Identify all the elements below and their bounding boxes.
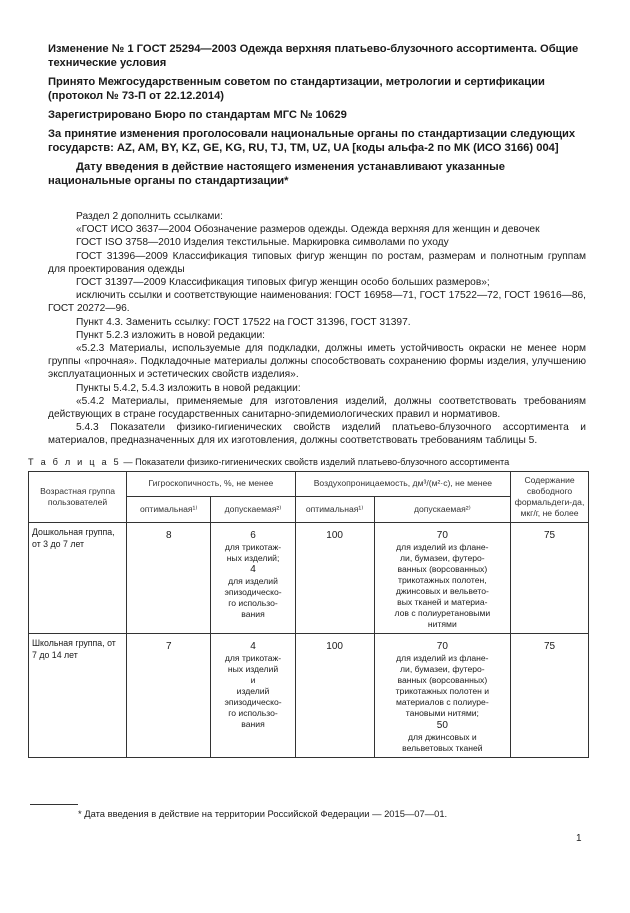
value: 4 bbox=[250, 640, 256, 652]
condition-text: для изделий эпизодическо- го использо- вания bbox=[224, 575, 282, 619]
hygro-allowed-cell bbox=[211, 633, 295, 757]
table-caption bbox=[28, 457, 586, 467]
paragraph: исключить ссылки и соответствующие наименования: ГОСТ 16958—71, ГОСТ 17522—72, ГОСТ 19616—86, ГОСТ 20272—96. bbox=[48, 290, 586, 315]
document-page bbox=[28, 42, 586, 758]
condition-text: для изделий из флане- ли, бумазеи, футеро- ванных (ворсованных) трикотажных полотен, джинсовых и вельвето- вых тканей и материа- лов с полиуретановыми нитями bbox=[394, 541, 491, 629]
header-air-permeability: Воздухопроницаемость, дм³/(м²·с), не менее bbox=[295, 471, 510, 497]
adoption-note: Принято Межгосударственным советом по стандартизации, метрологии и сертификации (протокол № 73-П от 22.12.2014) bbox=[48, 76, 545, 102]
paragraph: «ГОСТ ИСО 3637—2004 Обозначение размеров одежды. Одежда верхняя для женщин и девочек bbox=[76, 224, 540, 236]
footnote: * Дата введения в действие на территории Российской Федерации — 2015—07—01. bbox=[78, 808, 448, 819]
paragraph: ГОСТ 31397—2009 Классификация типовых фигур женщин особо больших размеров»; bbox=[76, 277, 490, 289]
condition-text: для трикотаж- ных изделий и изделий эпизодическо- го использо- вания bbox=[224, 652, 282, 729]
paragraph: «5.4.2 Материалы, применяемые для изготовления изделий, должны соответствовать требованиям действующих в стране государственных санитарно-эпидемиологических правил и нормативов. bbox=[48, 395, 586, 421]
indicators-table bbox=[28, 471, 589, 758]
value: 70 bbox=[436, 529, 448, 541]
formaldehyde-cell bbox=[511, 633, 589, 757]
value: 4 bbox=[250, 563, 256, 575]
header-age-group: Возрастная группа пользователей bbox=[29, 471, 127, 522]
page-number: 1 bbox=[576, 833, 582, 844]
air-allowed-cell bbox=[374, 633, 511, 757]
paragraph: ГОСТ 31396—2009 Классификация типовых фигур женщин по ростам, размерам и полнотным группам для проектирования одежды bbox=[48, 250, 586, 275]
registration-note: Зарегистрировано Бюро по стандартам МГС № 10629 bbox=[48, 109, 347, 121]
value: 70 bbox=[436, 640, 448, 652]
air-optimal-cell bbox=[295, 522, 374, 633]
table-header-row bbox=[29, 471, 589, 497]
amendment-title: Изменение № 1 ГОСТ 25294—2003 Одежда верхняя платьево-блузочного ассортимента. Общие технические условия bbox=[48, 43, 579, 69]
value: 6 bbox=[250, 529, 256, 541]
voting-note: За принятие изменения проголосовали национальные органы по стандартизации следующих государств: AZ, AM, BY, KZ, GE, KG, RU, TJ, TM, UZ, UA [коды альфа-2 по МК (ИСО 3166) 004] bbox=[48, 128, 576, 154]
header-hygro-optimal: оптимальная¹⁾ bbox=[127, 497, 211, 523]
table-caption-label: Т а б л и ц а 5 bbox=[28, 456, 121, 467]
paragraph: Пункт 4.3. Заменить ссылку: ГОСТ 17522 на ГОСТ 31396, ГОСТ 31397. bbox=[76, 316, 411, 328]
air-optimal-cell bbox=[295, 633, 374, 757]
value: 7 bbox=[165, 640, 172, 652]
footnote-separator bbox=[30, 804, 78, 805]
value: 75 bbox=[543, 529, 556, 541]
hygro-optimal-cell bbox=[127, 633, 211, 757]
table-row bbox=[29, 522, 589, 633]
paragraph: Пункт 5.2.3 изложить в новой редакции: bbox=[76, 329, 266, 341]
table-row bbox=[29, 633, 589, 757]
header-hygroscopicity: Гигроскопичность, %, не менее bbox=[127, 471, 296, 497]
effective-date-note: Дату введения в действие настоящего изменения устанавливают указанные национальные органы по стандартизации* bbox=[48, 161, 505, 187]
paragraph: Раздел 2 дополнить ссылками: bbox=[76, 211, 223, 222]
value: 100 bbox=[326, 640, 343, 652]
paragraph: ГОСТ ISO 3758—2010 Изделия текстильные. Маркировка символами по уходу bbox=[76, 237, 449, 249]
value: 100 bbox=[326, 529, 343, 541]
header-air-allowed: допускаемая²⁾ bbox=[374, 497, 511, 523]
header-formaldehyde: Содержание свободного формальдеги-да, мкг/г, не более bbox=[511, 471, 589, 522]
condition-text: для джинсовых и вельветовых тканей bbox=[402, 731, 483, 753]
table-caption-text: — Показатели физико-гигиенических свойств изделий платьево-блузочного ассортимента bbox=[120, 456, 510, 467]
value: 50 bbox=[436, 719, 448, 731]
condition-text: для изделий из флане- ли, бумазеи, футеро- ванных (ворсованных) трикотажных полотен и материалов с полиуре- тановыми нитями; bbox=[395, 652, 490, 718]
amendment-body bbox=[48, 210, 586, 448]
value: 75 bbox=[543, 640, 556, 652]
value: 8 bbox=[165, 529, 172, 541]
paragraph: 5.4.3 Показатели физико-гигиенических свойств изделий платьево-блузочного ассортимента и материалов, предназначенных для их изготовления, должны соответствовать требованиям таблицы 5. bbox=[48, 422, 586, 447]
air-allowed-cell bbox=[374, 522, 511, 633]
hygro-optimal-cell bbox=[127, 522, 211, 633]
age-group-cell: Дошкольная группа, от 3 до 7 лет bbox=[29, 522, 127, 633]
formaldehyde-cell bbox=[511, 522, 589, 633]
condition-text: для трикотаж- ных изделий; bbox=[224, 541, 282, 563]
header-air-optimal: оптимальная¹⁾ bbox=[295, 497, 374, 523]
header-hygro-allowed: допускаемая²⁾ bbox=[211, 497, 295, 523]
age-group-cell: Школьная группа, от 7 до 14 лет bbox=[29, 633, 127, 757]
paragraph: Пункты 5.4.2, 5.4.3 изложить в новой редакции: bbox=[76, 382, 301, 394]
paragraph: «5.2.3 Материалы, используемые для подкладки, должны иметь устойчивость окраски не менее норм группы «прочная». Подкладочные материалы должны способствовать сохранению формы изделия, улучшению эксплуатационных и эстетических свойств изделия». bbox=[48, 343, 586, 381]
hygro-allowed-cell bbox=[211, 522, 295, 633]
